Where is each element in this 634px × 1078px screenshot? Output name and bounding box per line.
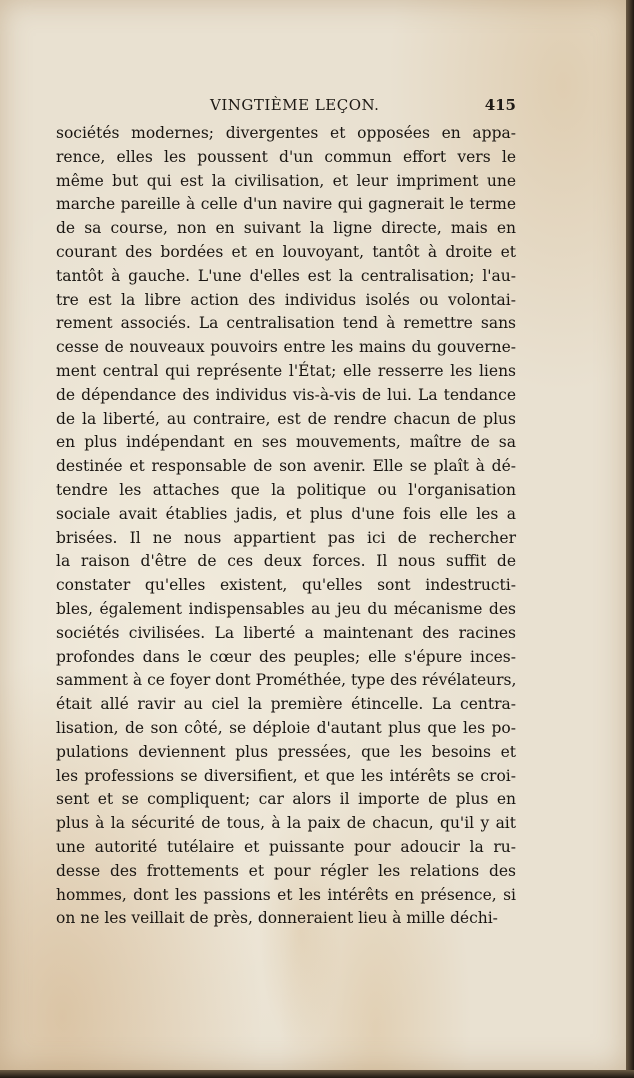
text-line: rement associés. La centralisation tend à remettre sans (56, 314, 516, 333)
text-line: rence, elles les poussent d'un commun effort vers le (56, 147, 516, 166)
text-line: sociétés modernes; divergentes et opposées en appa- (56, 124, 516, 142)
text-line: profondes dans le cœur des peuples; elle s'épure inces- (56, 647, 516, 666)
text-line: de sa course, non en suivant la ligne directe, mais en (56, 219, 516, 238)
body-text (56, 122, 516, 931)
text-line: tendre les attaches que la politique ou l'organisation (56, 480, 516, 499)
text-line: desse des frottements et pour régler les relations des (56, 861, 516, 880)
text-line: les professions se diversifient, et que les intérêts se croi- (56, 766, 516, 785)
text-line: tre est la libre action des individus isolés ou volontai- (56, 290, 516, 309)
text-line: en plus indépendant en ses mouvements, maître de sa (56, 433, 516, 452)
text-line: bles, également indispensables au jeu du mécanisme des (56, 599, 516, 618)
text-line: samment à ce foyer dont Prométhée, type des révélateurs, (56, 671, 517, 690)
text-line: hommes, dont les passions et les intérêts en présence, si (56, 885, 516, 904)
text-line: constater qu'elles existent, qu'elles sont indestructi- (56, 576, 516, 595)
text-line: sociale avait établies jadis, et plus d'une fois elle les a (56, 504, 516, 523)
text-line: marche pareille à celle d'un navire qui gagnerait le terme (56, 195, 516, 214)
text-line: brisées. Il ne nous appartient pas ici de rechercher (56, 528, 516, 547)
text-line: on ne les veillait de près, donneraient lieu à mille déchi- (56, 909, 498, 928)
text-line: lisation, de son côté, se déploie d'autant plus que les po- (56, 718, 516, 737)
text-line: sociétés civilisées. La liberté a maintenant des racines (56, 623, 516, 642)
text-line: pulations deviennent plus pressées, que les besoins et (56, 742, 516, 761)
text-line: ment central qui représente l'État; elle resserre les liens (56, 361, 516, 380)
running-head-title: VINGTIÈME LEÇON. (210, 96, 380, 114)
text-line: plus à la sécurité de tous, à la paix de chacun, qu'il y ait (56, 814, 516, 833)
text-line: courant des bordées et en louvoyant, tantôt à droite et (56, 242, 516, 261)
text-line: de dépendance des individus vis-à-vis de lui. La tendance (56, 385, 516, 404)
text-line: cesse de nouveaux pouvoirs entre les mains du gouverne- (56, 338, 516, 357)
text-line: sent et se compliquent; car alors il importe de plus en (56, 790, 516, 809)
page-edge-shadow-right (626, 0, 634, 1078)
text-line: la raison d'être de ces deux forces. Il nous suffit de (56, 552, 516, 571)
page-edge-shadow-bottom (0, 1070, 634, 1078)
text-line: même but qui est la civilisation, et leur impriment une (56, 171, 516, 190)
text-line: était allé ravir au ciel la première étincelle. La centra- (56, 695, 516, 714)
text-line: de la liberté, au contraire, est de rendre chacun de plus (56, 409, 516, 428)
text-line: une autorité tutélaire et puissante pour adoucir la ru- (56, 837, 516, 856)
page-number: 415 (484, 96, 516, 114)
running-head (56, 94, 516, 118)
text-line: tantôt à gauche. L'une d'elles est la centralisation; l'au- (56, 266, 516, 285)
text-line: destinée et responsable de son avenir. Elle se plaît à dé- (56, 457, 516, 476)
